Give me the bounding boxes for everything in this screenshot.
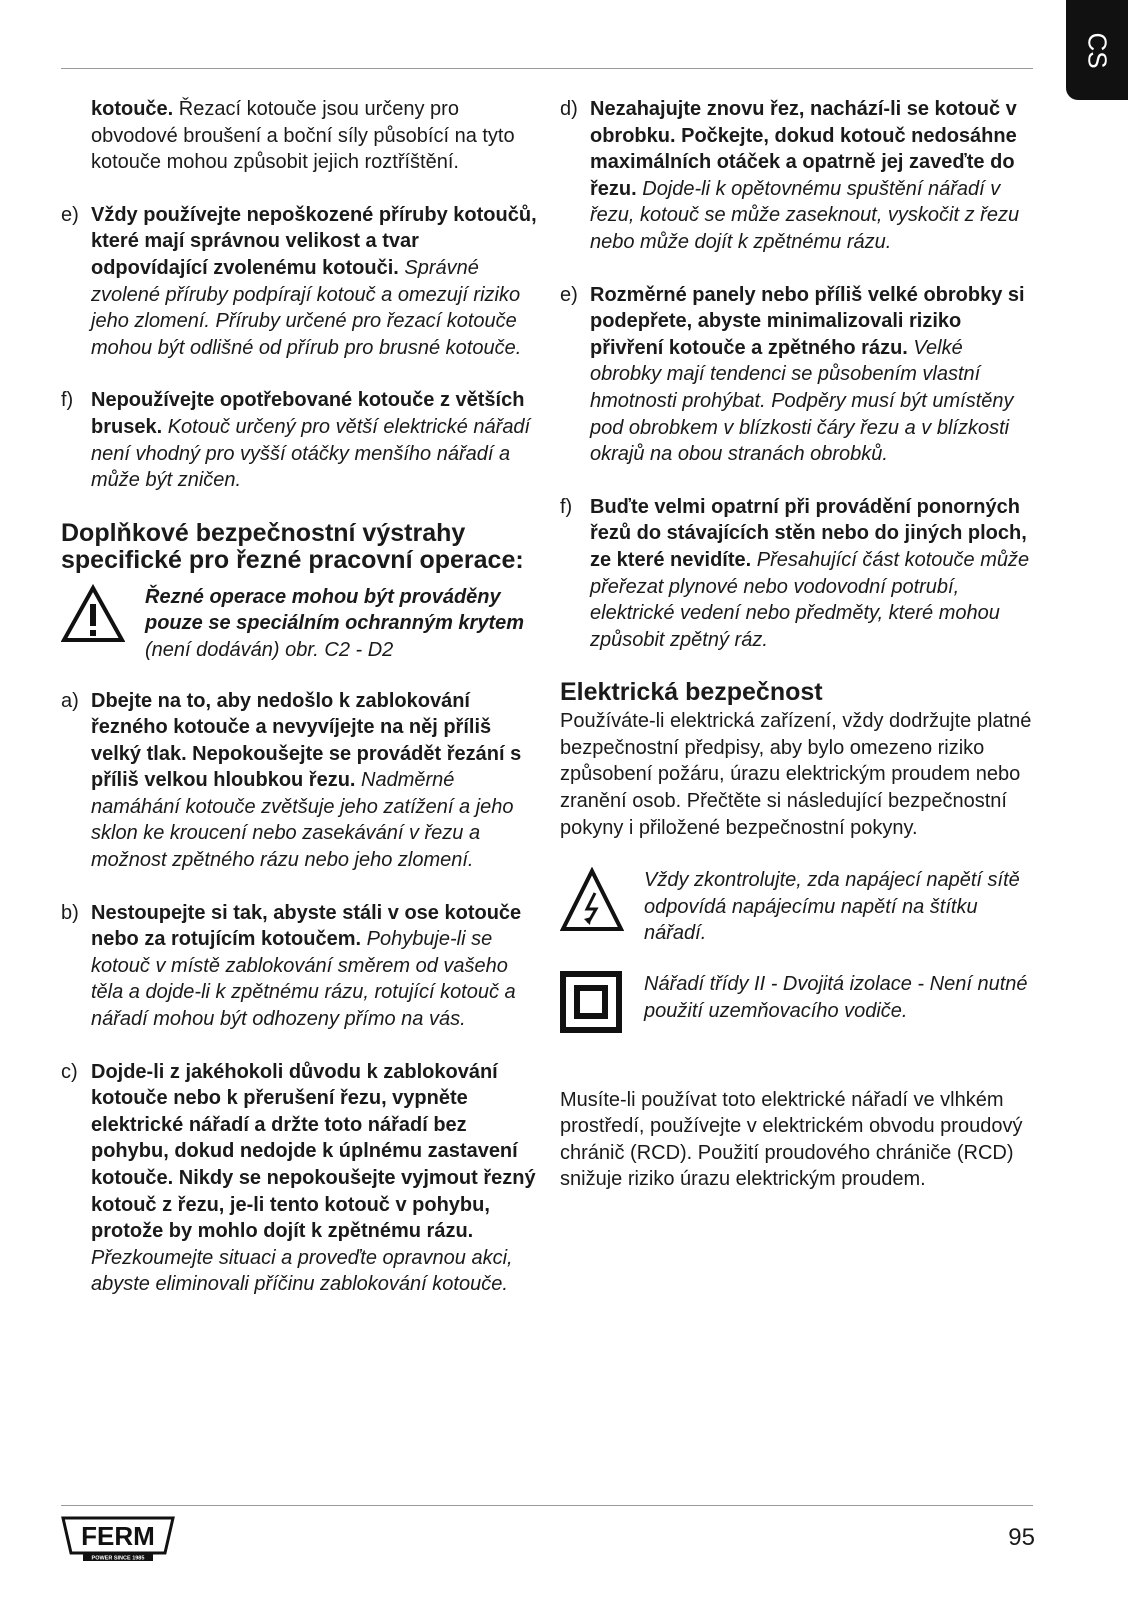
item-bold-text: Dojde-li z jakéhokoli důvodu k zablokování kotouče nebo k přerušení řezu, vypněte elektrické nářadí a držte toto nářadí bez pohybu, dokud nedojde k úplnému zastavení kotouče. Nikdy se nepokoušejte vyjmout řezný kotouč z řezu, je-li tento kotouč v pohybu, protože by mohlo dojít k zpětnému rázu.	[91, 1060, 536, 1243]
double-insulation-icon	[560, 971, 644, 1041]
item-label: f)	[61, 389, 74, 412]
item-label: b)	[61, 901, 79, 924]
section-heading: Doplňkové bezpečnostní výstrahy specifické pro řezné pracovní operace:	[61, 518, 524, 574]
item-bold-text: Dbejte na to, aby nedošlo k zablokování řezného kotouče a nevyvíjejte na něj příliš velký tlak. Nepokoušejte se provádět řezání s příliš velkou hloubkou řezu.	[91, 689, 522, 792]
item-bold-text: Nepoužívejte opotřebované kotouče z větších brusek.	[91, 389, 525, 438]
item-text: Řezací kotouče jsou určeny pro obvodové broušení a boční síly působící na tyto kotouče mohou způsobit jejich roztříštění.	[91, 98, 515, 174]
warning-triangle-icon	[61, 584, 145, 664]
class2-note-text: Nářadí třídy II - Dvojitá izolace - Není nutné použití uzemňovacího vodiče.	[644, 973, 1028, 1022]
list-item-f	[61, 387, 539, 493]
class2-note	[560, 971, 1038, 1041]
logo-tagline: POWER SINCE 1985	[91, 1555, 145, 1561]
header-rule	[61, 68, 1033, 69]
list-item-f	[560, 494, 1038, 654]
page-number: 95	[1008, 1524, 1035, 1551]
item-label: a)	[61, 689, 79, 712]
item-bold-text: Buďte velmi opatrní při provádění ponorných řezů do stávajících stěn nebo do jiných ploch, ze které nevidíte.	[590, 495, 1027, 571]
voltage-note	[560, 867, 1038, 947]
electric-hazard-icon	[560, 867, 644, 947]
item-italic-text: Velké obrobky mají tendenci se působením vlastní hmotnosti prohýbat. Podpěry musí být umístěny pod obrobkem v blízkosti čáry řezu a v blízkosti okrajů na obou stranách obrobků.	[590, 336, 1014, 466]
item-italic-text: Správné zvolené příruby podpírají kotouč a omezují riziko jeho zlomení. Příruby určené pro řezací kotouče mohou být odlišné od přírub pro brusné kotouče.	[91, 256, 522, 359]
rcd-paragraph: Musíte-li používat toto elektrické nářadí ve vlhkém prostředí, používejte v elektrickém obvodu proudový chránič (RCD). Použití proudového chrániče (RCD) snižuje riziko úrazu elektrickým proudem.	[560, 1088, 1023, 1191]
item-label: e)	[560, 283, 578, 306]
language-tab-label: CS	[1082, 31, 1113, 69]
item-italic-text: Nadměrné namáhání kotouče zvětšuje jeho zatížení a jeho sklon ke kroucení nebo zasekávání v řezu a možnost zpětného rázu nebo jeho zlomení.	[91, 769, 514, 872]
list-item-d	[560, 96, 1038, 256]
warning-italic-text: (není dodáván) obr. C2 - D2	[145, 638, 394, 661]
left-column	[61, 96, 539, 1324]
item-bold-text: kotouče.	[91, 98, 174, 120]
item-label: c)	[61, 1060, 78, 1083]
item-italic-text: Přesahující část kotouče může přeřezat plynové nebo vodovodní potrubí, elektrické vedení nebo předměty, které mohou způsobit zpětný ráz.	[590, 548, 1030, 651]
section-heading: Elektrická bezpečnost	[560, 678, 823, 707]
item-label: d)	[560, 98, 578, 120]
item-bold-text: Rozměrné panely nebo příliš velké obrobky si podepřete, abyste minimalizovali riziko přivření kotouče a zpětného rázu.	[590, 283, 1025, 359]
logo-text: FERM	[81, 1521, 155, 1551]
item-label: e)	[61, 203, 79, 226]
item-italic-text: Dojde-li k opětovnému spuštění nářadí v řezu, kotouč se může zaseknout, vyskočit z řezu nebo může dojít k zpětnému rázu.	[590, 177, 1020, 253]
list-item-e	[61, 202, 539, 362]
item-italic-text: Kotouč určený pro větší elektrické nářadí není vhodný pro vyšší otáčky menšího nářadí a může být zničen.	[91, 415, 531, 492]
list-item-c	[61, 1059, 539, 1298]
item-label: f)	[560, 495, 573, 518]
item-bold-text: Nestoupejte si tak, abyste stáli v ose kotouče nebo za rotujícím kotoučem.	[91, 901, 522, 951]
list-item-b	[61, 900, 539, 1033]
voltage-note-text: Vždy zkontrolujte, zda napájecí napětí sítě odpovídá napájecímu napětí na štítku nářadí.	[644, 869, 1020, 945]
item-bold-text: Vždy používejte nepoškozené příruby kotoučů, které mají správnou velikost a tvar odpovídající zvolenému kotouči.	[91, 203, 537, 279]
item-italic-text: Přezkoumejte situaci a proveďte opravnou akci, abyste eliminovali příčinu zablokování kotouče.	[91, 1246, 513, 1296]
item-italic-text: Pohybuje-li se kotouč v místě zablokování směrem od vašeho těla a dojde-li k zpětnému rázu, rotující kotouč a nářadí mohou být odhozeny přímo na vás.	[91, 928, 516, 1031]
warning-bold-text: Řezné operace mohou být prováděny pouze se speciálním ochranným krytem	[145, 585, 525, 635]
cutting-warning	[61, 584, 539, 664]
language-tab	[1066, 0, 1128, 100]
list-item-continued	[61, 96, 539, 176]
footer-rule	[61, 1505, 1033, 1506]
list-item-a	[61, 688, 539, 874]
list-item-e	[560, 282, 1038, 468]
ferm-logo	[61, 1515, 175, 1566]
right-column	[560, 96, 1038, 1219]
item-bold-text: Nezahajujte znovu řez, nachází-li se kotouč v obrobku. Počkejte, dokud kotouč nedosáhne maximálních otáček a opatrně jej zaveďte do řezu.	[590, 98, 1017, 200]
electrical-intro: Používáte-li elektrická zařízení, vždy dodržujte platné bezpečnostní předpisy, aby bylo omezeno riziko způsobení požáru, úrazu elektrickým proudem nebo zranění osob. Přečtěte si následující bezpečnostní pokyny i přiložené bezpečnostní pokyny.	[560, 710, 1032, 839]
